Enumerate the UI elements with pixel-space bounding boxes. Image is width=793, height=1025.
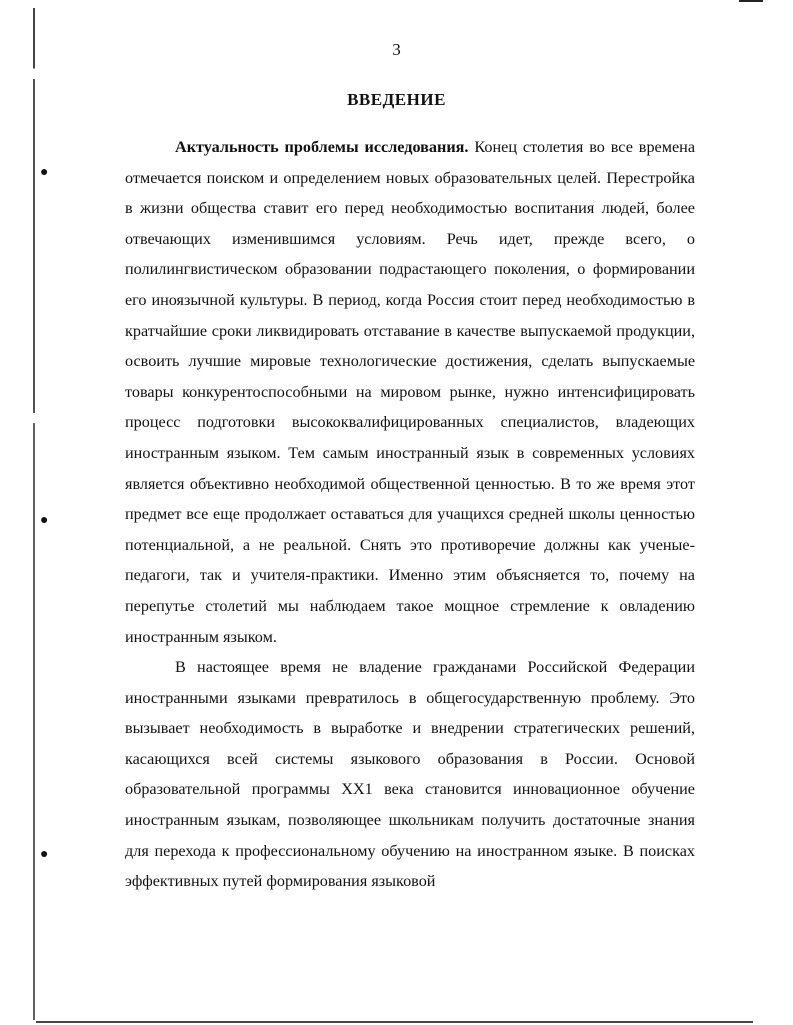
- paragraph: [125, 132, 695, 652]
- binding-hole-mark: ●: [40, 847, 49, 862]
- binding-hole-mark: ●: [40, 165, 49, 180]
- page-number: 3: [392, 40, 401, 59]
- scan-bottom-border: [36, 1021, 753, 1023]
- binding-hole-mark: ●: [40, 513, 49, 528]
- paragraph: [125, 652, 695, 897]
- paragraph-text: Конец столетия во все времена отмечается поиском и определением новых образовательных целей. Перестройка в жизни общества ставит его перед необходимостью воспитания людей, более отвечающих изменившимся условиям. Речь идет, прежде всего, о полилингвистическом образовании подрастающего поколения, о формировании его иноязычной культуры. В период, когда Россия стоит перед необходимостью в кратчайшие сроки ликвидировать отставание в качестве выпускаемой продукции, освоить лучшие мировые технологические достижения, сделать выпускаемые товары конкурентоспособными на мировом рынке, нужно интенсифицировать процесс подготовки высококвалифицированных специалистов, владеющих иностранным языком. Тем самым иностранный язык в современных условиях является объективно необходимой общественной ценностью. В то же время этот предмет все еще продолжает оставаться для учащихся средней школы ценностью потенциальной, а не реальной. Снять это противоречие должны как ученые-педагоги, так и учителя-практики. Именно этим объясняется то, почему на перепутье столетий мы наблюдаем такое мощное стремление к овладению иностранным языком.: [125, 138, 696, 646]
- paragraph-lead: Актуальность проблемы исследования.: [175, 138, 469, 156]
- scan-top-mark: [739, 0, 763, 2]
- body-text: [125, 132, 695, 897]
- scan-left-border: [33, 8, 35, 1020]
- paragraph-text: В настоящее время не владение гражданами Российской Федерации иностранными языками превратилось в общегосударственную проблему. Это вызывает необходимость в выработке и внедрении стратегических решений, касающихся всей системы языкового образования в России. Основой образовательной программы XX1 века становится инновационное обучение иностранным языкам, позволяющее школьникам получить достаточные знания для перехода к профессиональному обучению на иностранном языке. В поисках эффективных путей формирования языковой: [125, 658, 695, 891]
- section-heading: ВВЕДЕНИЕ: [347, 90, 446, 109]
